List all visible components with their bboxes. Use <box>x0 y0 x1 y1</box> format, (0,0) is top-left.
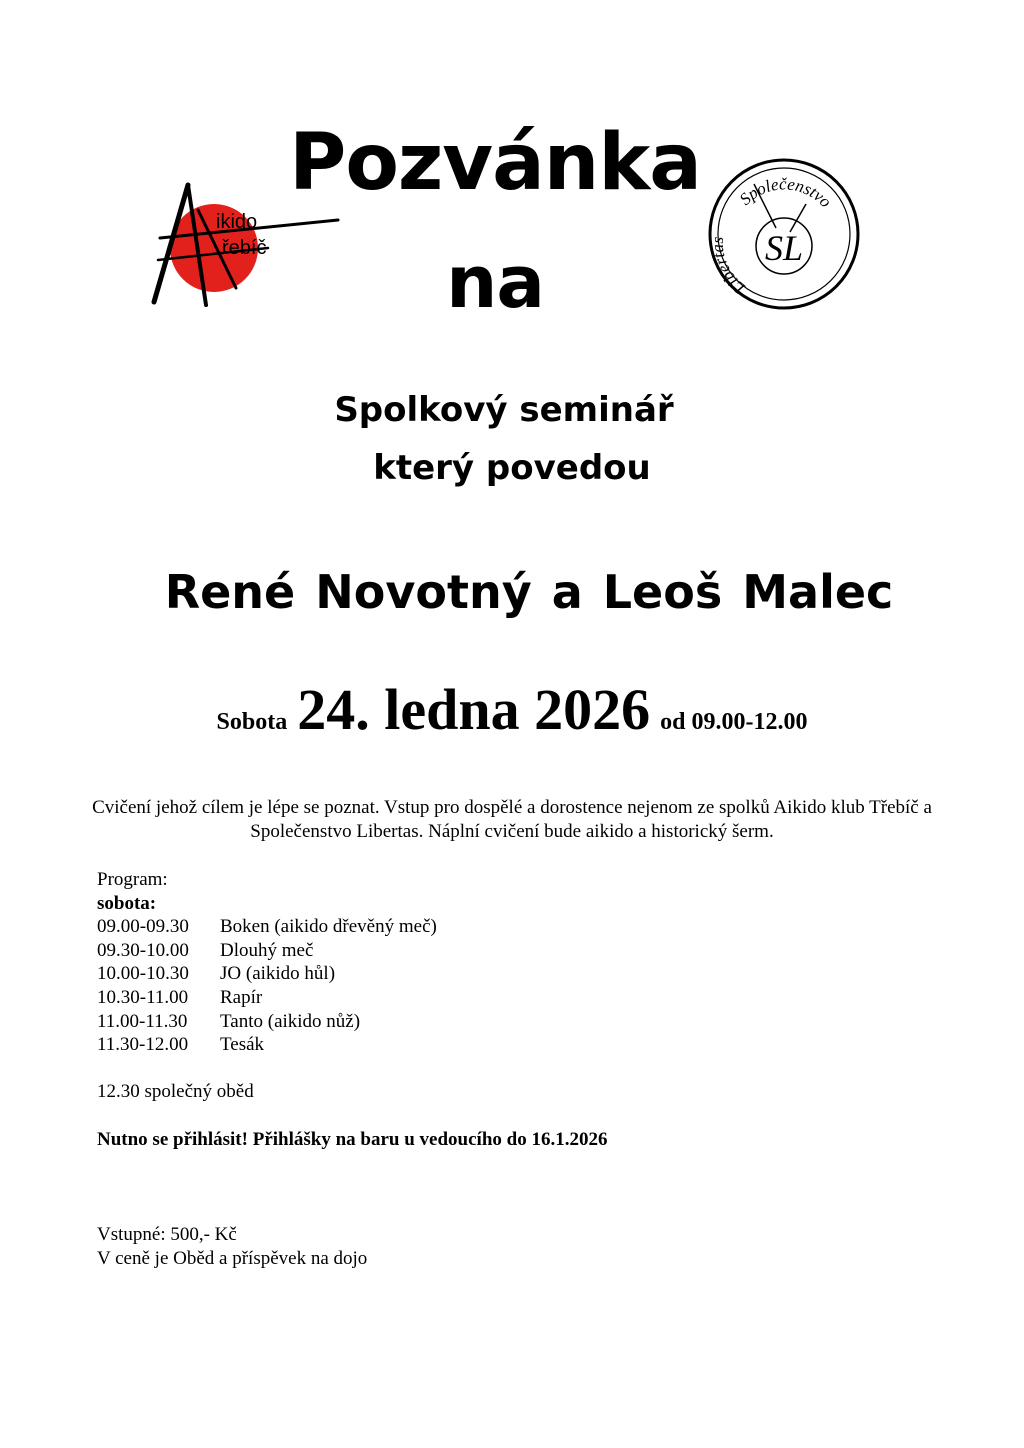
seal-text-top: Společenstvo <box>735 174 836 212</box>
program-item <box>97 1033 897 1057</box>
program-item-activity: JO (aikido hůl) <box>220 963 336 985</box>
program-item-time: 11.30-12.00 <box>97 1034 189 1056</box>
event-date: 24. ledna 2026 <box>297 677 651 742</box>
program-item-activity: Rapír <box>220 986 263 1008</box>
program-item-activity: Tesák <box>220 1034 265 1056</box>
program-section <box>97 868 897 1057</box>
program-label: Program: <box>97 869 168 890</box>
event-day: Sobota <box>216 709 288 735</box>
event-time: od 09.00-12.00 <box>660 709 808 735</box>
program-item <box>97 939 897 963</box>
program-item-time: 10.00-10.30 <box>97 963 189 985</box>
program-item-time: 09.00-09.30 <box>97 916 189 938</box>
program-item-time: 09.30-10.00 <box>97 939 189 961</box>
title-line-2: na <box>446 240 544 324</box>
intro-paragraph: Cvičení jehož cílem je lépe se poznat. Vstup pro dospělé a dorostence nejenom ze spolků Aikido klub Třebíč a Společenstvo Libertas. Náplní cvičení bude aikido a historický šerm. <box>92 797 932 842</box>
program-item <box>97 915 897 939</box>
seal-monogram: SL <box>764 228 804 268</box>
registration-note: Nutno se přihlásit! Přihlášky na baru u vedoucího do 16.1.2026 <box>97 1129 608 1150</box>
program-item-activity: Boken (aikido dřevěný meč) <box>220 916 437 938</box>
program-day: sobota: <box>97 892 157 914</box>
program-item-activity: Dlouhý meč <box>220 939 314 961</box>
seal-text-left: Libertas <box>707 236 749 298</box>
logo-text-aikido: ikido <box>216 211 258 233</box>
lunch-note: 12.30 společný oběd <box>97 1081 254 1102</box>
title-line-1: Pozvánka <box>289 118 701 208</box>
program-item <box>97 986 897 1010</box>
program-item-time: 11.00-11.30 <box>97 1010 188 1032</box>
subtitle-line-2: který povedou <box>373 448 651 488</box>
fee-line: Vstupné: 500,- Kč <box>97 1224 237 1245</box>
program-item <box>97 962 897 986</box>
program-item <box>97 1010 897 1034</box>
presenters-names: René Novotný a Leoš Malec <box>164 565 894 619</box>
event-date-line <box>0 676 1024 743</box>
logo-text-trebic: řebíč <box>222 237 267 259</box>
subtitle-line-1: Spolkový seminář <box>334 390 674 430</box>
program-item-time: 10.30-11.00 <box>97 986 189 1008</box>
program-item-activity: Tanto (aikido nůž) <box>220 1010 361 1032</box>
fee-includes: V ceně je Oběd a příspěvek na dojo <box>97 1248 368 1269</box>
